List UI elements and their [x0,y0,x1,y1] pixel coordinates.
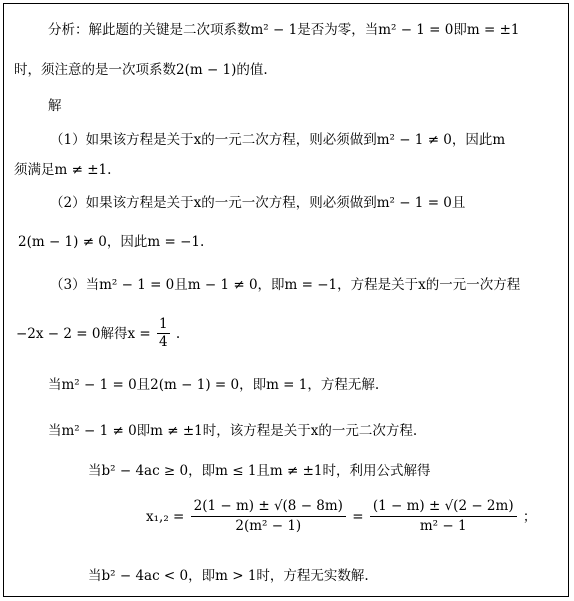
case-3-line-4: 当m² − 1 ≠ 0即m ≠ ±1时，该方程是关于x的一元二次方程. [48,423,418,439]
case-3-line-3: 当m² − 1 = 0且2(m − 1) = 0，即m = 1，方程无解. [48,377,380,393]
case-1-line-1: （1）如果该方程是关于x的一元二次方程，则必须做到m² − 1 ≠ 0，因此m [50,132,506,148]
case-3-line-6: 当b² − 4ac < 0，即m > 1时，方程无实数解. [88,568,369,584]
formula-lhs: x₁,₂ = [146,508,185,525]
analysis-line-1: 分析：解此题的关键是二次项系数m² − 1是否为零，当m² − 1 = 0即m = ±1 [48,22,520,38]
formula-fraction-2-denominator: m² − 1 [419,518,467,534]
formula-fraction-1 [191,498,346,535]
quadratic-formula [146,498,536,535]
fraction-numerator: 1 [159,316,168,332]
case-2-line-1: （2）如果该方程是关于x的一元一次方程，则必须做到m² − 1 = 0且 [50,195,466,211]
period: . [175,325,181,342]
case-3-line-1: （3）当m² − 1 = 0且m − 1 ≠ 0，即m = −1，方程是关于x的一元一次方程 [50,277,521,293]
fraction-one-quarter [157,316,170,351]
formula-fraction-1-denominator: 2(m² − 1) [235,518,302,534]
formula-equals: = [352,508,364,525]
solution-heading: 解 [48,98,62,114]
case-1-line-2: 须满足m ≠ ±1. [14,162,112,178]
fraction-denominator: 4 [159,334,168,350]
linear-equation-text: −2x − 2 = 0解得x = [16,325,151,342]
solution-box [3,3,569,597]
analysis-line-2: 时，须注意的是一次项系数2(m − 1)的值. [14,62,268,78]
case-2-line-2: 2(m − 1) ≠ 0，因此m = −1. [18,234,205,250]
formula-fraction-2 [370,498,517,535]
case-3-line-5: 当b² − 4ac ≥ 0，即m ≤ 1且m ≠ ±1时，利用公式解得 [88,463,431,479]
formula-semicolon: ； [522,508,537,525]
case-3-line-2 [16,316,180,351]
formula-fraction-1-numerator: 2(1 − m) ± √(8 − 8m) [191,498,346,517]
formula-fraction-2-numerator: (1 − m) ± √(2 − 2m) [370,498,517,517]
